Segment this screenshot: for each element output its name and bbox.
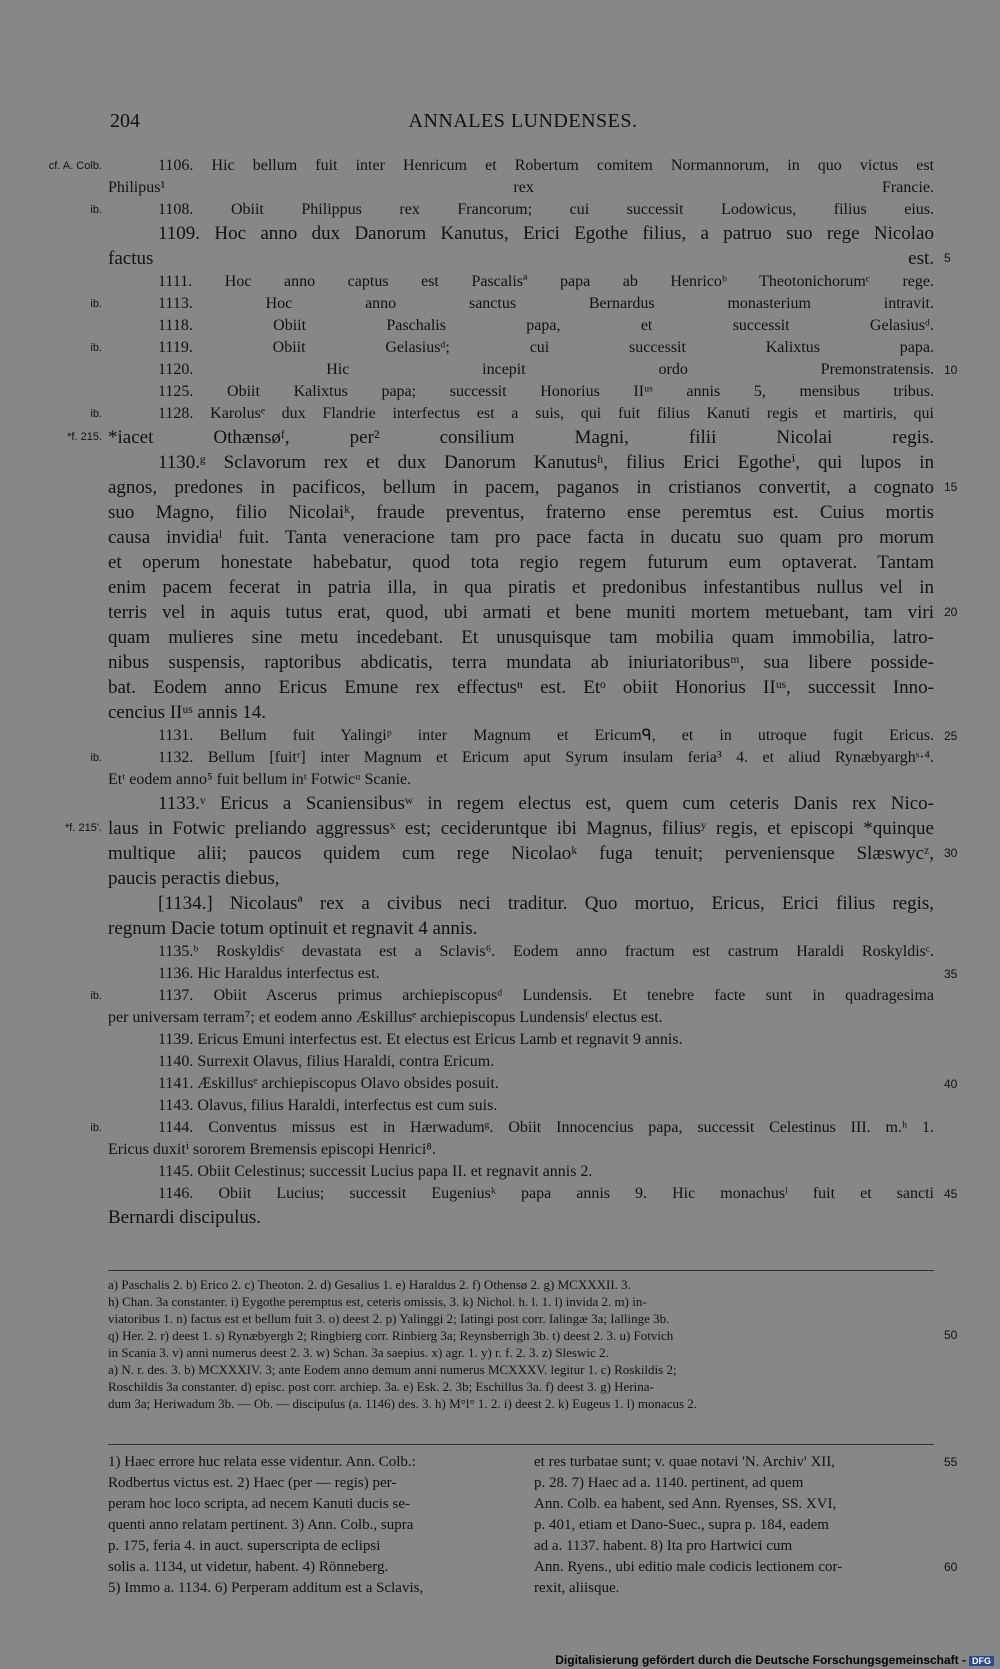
line-number: 5: [944, 251, 951, 265]
apparatus-text: in Scania 3. v) anni numerus deest 2. 3. w) Schan. 3a saepius. x) agr. 1. y) r. f. 2. 3. z) Sleswic 2.: [108, 1345, 609, 1360]
note-line: [534, 1578, 932, 1599]
line-text: nibus suspensis, raptoribus abdicatis, terra mundata ab iniuriatoribusᵐ, sua libere posside-: [108, 652, 934, 673]
line-text: 1133.ᵛ Ericus a Scaniensibusʷ in regem electus est, quem cum ceteris Danis rex Nico-: [158, 793, 934, 814]
margin-reference: ib.: [90, 408, 102, 420]
text-line: [90, 293, 934, 315]
margin-reference: *f. 215'.: [65, 822, 102, 834]
note-line: quenti anno relatam pertinent. 3) Ann. Colb., supra: [108, 1517, 414, 1533]
line-text: regnum Dacie totum optinuit et regnavit 4 annis.: [108, 918, 478, 939]
text-line: [108, 550, 934, 575]
apparatus-text: a) Paschalis 2. b) Erico 2. c) Theoton. 2. d) Gesalius 1. e) Haraldus 2. f) Othensø 2. g) MCXXXII. 3.: [108, 1277, 631, 1292]
text-line: [48, 155, 934, 177]
text-line: [108, 575, 934, 600]
apparatus-line: [108, 1395, 934, 1412]
line-text: 1141. Æskillusᵉ archiepiscopus Olavo obsides posuit.: [158, 1075, 499, 1092]
critical-apparatus: [108, 1276, 958, 1412]
text-line: [108, 1029, 934, 1051]
text-line: [108, 791, 934, 816]
text-line: [108, 625, 934, 650]
line-text: 1106. Hic bellum fuit inter Henricum et Robertum comitem Normannorum, in quo victus est: [158, 157, 934, 174]
margin-reference: ib.: [90, 342, 102, 354]
notes-right-column: [534, 1452, 958, 1599]
note-text: Ann. Colb. ea habent, sed Ann. Ryenses, SS. XVI,: [534, 1496, 837, 1512]
text-line: [90, 985, 934, 1007]
text-line: [108, 769, 934, 791]
note-text: p. 401, etiam et Dano-Suec., supra p. 184, eadem: [534, 1517, 829, 1533]
apparatus-text: q) Her. 2. r) deest 1. s) Rynæbyergh 2; Ringbierg corr. Rinbierg 3a; Reynsberrigh 3b. t) deest 2. 3. u) Fotvich: [108, 1328, 674, 1343]
line-number: 40: [944, 1077, 958, 1091]
note-line: peram hoc loco scripta, ad necem Kanuti ducis se-: [108, 1496, 410, 1512]
text-line: [108, 271, 934, 293]
margin-reference: ib.: [90, 298, 102, 310]
apparatus-text: Roschildis 3a constanter. d) episc. post corr. archiep. 3a. e) Esk. 2. 3b; Eschillus 3a. f) deest 3. g) Herina-: [108, 1379, 654, 1394]
apparatus-line: [108, 1378, 934, 1395]
note-line: Rodbertus victus est. 2) Haec (per — regis) per-: [108, 1475, 397, 1491]
text-line: [108, 1139, 934, 1161]
text-line: [90, 747, 934, 769]
text-line: [108, 1095, 934, 1117]
text-line: [108, 246, 951, 271]
apparatus-line: [108, 1361, 934, 1378]
credit-text: Digitalisierung gefördert durch die Deutsche Forschungsgemeinschaft -: [555, 1653, 966, 1667]
line-text: 1140. Surrexit Olavus, filius Haraldi, contra Ericum.: [158, 1053, 495, 1070]
text-line: [108, 381, 934, 403]
text-line: [67, 425, 934, 450]
text-line: [90, 1117, 934, 1139]
apparatus-text: viatoribus 1. n) factus est et bellum fuit 3. o) deest 2. p) Yalinggi 2; Iatingi post corr. Ialingæ 3a; Iallinge 3b.: [108, 1311, 670, 1326]
note-line: [534, 1536, 932, 1557]
line-text: 1108. Obiit Philippus rex Francorum; cui successit Lodowicus, filius eius.: [158, 201, 934, 218]
note-text: et res turbatae sunt; v. quae notavi 'N. Archiv' XII,: [534, 1454, 836, 1470]
line-number: 50: [944, 1328, 958, 1342]
apparatus-text: dum 3a; Heriwadum 3b. — Ob. — discipulus (a. 1146) des. 3. h) M°l° 1. 2. i) deest 2. k) Eugeus 1. l) monacus 2.: [108, 1396, 698, 1411]
apparatus-line: [108, 1327, 958, 1344]
text-line: [108, 725, 958, 747]
text-line: [108, 941, 934, 963]
line-text: causa invidiaˡ fuit. Tanta veneracione tam pro pace facta in ducatu suo quam pro morum: [108, 527, 934, 548]
apparatus-text: h) Chan. 3a constanter. i) Eygothe peremptus est, ceteris omissis, 3. k) Nichol. h. l. 1. l) invida 2. m) in-: [108, 1294, 647, 1309]
text-line: [108, 700, 934, 725]
line-text: 1146. Obiit Lucius; successit Eugeniusᵏ papa annis 9. Hic monachusˡ fuit et sancti: [158, 1185, 934, 1202]
line-text: agnos, predones in pacificos, bellum in pacem, paganos in cristianos convertit, a cognato: [108, 477, 934, 498]
text-line: [108, 1183, 958, 1205]
text-line: [108, 1073, 958, 1095]
apparatus-text: a) N. r. des. 3. b) MCXXXIV. 3; ante Eodem anno demum anni numerus MCXXXV. legitur 1. c) Roskildis 2;: [108, 1362, 677, 1377]
apparatus-line: [108, 1344, 934, 1361]
line-text: paucis peractis diebus,: [108, 868, 280, 889]
line-number: 35: [944, 967, 958, 981]
line-text: 1111. Hoc anno captus est Pascalisª papa ab Henricoᵇ Theotonichorumᶜ rege.: [158, 273, 934, 290]
line-number: 10: [944, 363, 958, 377]
text-line: [108, 891, 934, 916]
note-line: [534, 1494, 932, 1515]
line-text: Etᵗ eodem anno⁵ fuit bellum inᵗ Fotwicᵘ Scanie.: [108, 771, 412, 788]
text-line: [108, 525, 934, 550]
page-header: [110, 110, 936, 140]
margin-reference: *f. 215.: [67, 431, 102, 443]
text-line: [108, 1051, 934, 1073]
text-line: [108, 221, 934, 246]
note-line: 1) Haec errore huc relata esse videntur. Ann. Colb.:: [108, 1454, 416, 1470]
line-number: 20: [944, 605, 958, 619]
note-line: p. 175, feria 4. in auct. superscripta de eclipsi: [108, 1538, 381, 1554]
text-line: [108, 1161, 934, 1183]
margin-reference: ib.: [90, 1122, 102, 1134]
line-text: 1137. Obiit Ascerus primus archiepiscopusᵈ Lundensis. Et tenebre facte sunt in quadragesima: [158, 987, 934, 1004]
line-text: 1131. Bellum fuit Yalingiᵖ inter Magnum et Ericumᑫ, et in utroque fugit Ericus.: [158, 727, 934, 744]
note-line: [534, 1473, 932, 1494]
line-number: 55: [944, 1455, 958, 1469]
line-text: factus est.: [108, 248, 934, 269]
line-text: 1118. Obiit Paschalis papa, et successit Gelasiusᵈ.: [158, 317, 934, 334]
text-line: [108, 359, 958, 381]
note-line: [534, 1557, 958, 1578]
apparatus-line: [108, 1293, 934, 1310]
line-text: suo Magno, filio Nicolaiᵏ, fraude preventus, fraterno ense peremtus est. Cuius mortis: [108, 502, 934, 523]
note-text: rexit, aliisque.: [534, 1580, 620, 1596]
line-text: bat. Eodem anno Ericus Emune rex effectusⁿ est. Etᵒ obiit Honorius IIᵘˢ, successit Inno-: [108, 677, 934, 698]
line-text: Ericus duxitⁱ sororem Bremensis episcopi Henrici⁸.: [108, 1141, 436, 1158]
text-line: [108, 1007, 934, 1029]
line-text: 1132. Bellum [fuitʳ] inter Magnum et Ericum aput Syrum insulam feria³ 4. et aliud Rynæbyarghˢ·⁴.: [158, 749, 934, 766]
text-line: [108, 475, 958, 500]
line-text: 1130.ᵍ Sclavorum rex et dux Danorum Kanutusʰ, filius Erici Egotheⁱ, qui lupos in: [158, 452, 934, 473]
text-line: [108, 500, 934, 525]
line-text: 1139. Ericus Emuni interfectus est. Et electus est Ericus Lamb et regnavit 9 annis.: [158, 1031, 683, 1048]
line-text: cencius IIᵘˢ annis 14.: [108, 702, 266, 723]
line-number: 15: [944, 480, 958, 494]
line-text: laus in Fotwic preliando aggressusˣ est; cecideruntque ibi Magnus, filiusʸ regis, et episcopi *quinque: [108, 818, 934, 839]
text-line: [108, 916, 934, 941]
line-text: 1135.ᵇ Roskyldisᶜ devastata est a Sclavis⁶. Eodem anno fractum est castrum Haraldi Roskyldisᶜ.: [158, 943, 934, 960]
text-line: [90, 403, 934, 425]
note-text: p. 28. 7) Haec ad a. 1140. pertinent, ad quem: [534, 1475, 804, 1491]
text-line: [108, 963, 958, 985]
line-text: et operum honestate habebatur, quod tota regio regem futurum eum optaverat. Tantam: [108, 552, 934, 573]
line-text: *iacet Othænsøᶠ, per² consilium Magni, filii Nicolai regis.: [108, 427, 934, 448]
margin-reference: cf. A. Colb.: [48, 160, 102, 172]
line-text: terris vel in aquis tutus erat, quod, ubi armati et bene muniti mortem metuebant, tam viri: [108, 602, 934, 623]
note-line: [534, 1515, 932, 1536]
footnote-separator: [108, 1270, 934, 1271]
line-text: 1109. Hoc anno dux Danorum Kanutus, Erici Egothe filius, a patruo suo rege Nicolao: [158, 223, 934, 244]
notes-separator: [108, 1444, 934, 1445]
line-text: [1134.] Nicolausª rex a civibus neci traditur. Quo mortuo, Ericus, Erici filius regis,: [158, 893, 934, 914]
line-number: 45: [944, 1187, 958, 1201]
line-text: 1144. Conventus missus est in Hærwadumᵍ. Obiit Innocencius papa, successit Celestinus III. m.ʰ 1.: [158, 1119, 934, 1136]
line-text: 1145. Obiit Celestinus; successit Lucius papa II. et regnavit annis 2.: [158, 1163, 593, 1180]
line-text: enim pacem fecerat in patria illa, in qua piratis et predonibus infestantibus nullus vel in: [108, 577, 934, 598]
margin-reference: ib.: [90, 752, 102, 764]
main-text: [48, 155, 958, 1230]
text-line: [108, 866, 934, 891]
text-line: [90, 199, 934, 221]
digitization-credit: [555, 1653, 994, 1667]
note-text: ad a. 1137. habent. 8) Ita pro Hartwici cum: [534, 1538, 793, 1554]
margin-reference: ib.: [90, 204, 102, 216]
line-number: 25: [944, 729, 958, 743]
line-number: 30: [944, 846, 958, 860]
text-line: [108, 315, 934, 337]
note-line: [534, 1452, 958, 1473]
line-text: 1136. Hic Haraldus interfectus est.: [158, 965, 380, 982]
dfg-logo: DFG: [969, 1656, 994, 1666]
note-text: Ann. Ryens., ubi editio male codicis lectionem cor-: [534, 1559, 843, 1575]
line-text: per universam terram⁷; et eodem anno Æskillusᵉ archiepiscopus Lundensisᶠ electus est.: [108, 1009, 663, 1026]
text-line: [65, 816, 934, 841]
text-line: [108, 1205, 934, 1230]
text-line: [108, 841, 958, 866]
apparatus-line: [108, 1310, 934, 1327]
line-text: 1120. Hic incepit ordo Premonstratensis.: [158, 361, 934, 378]
line-text: Bernardi discipulus.: [108, 1207, 262, 1228]
text-line: [108, 650, 934, 675]
line-text: quam mulieres sine metu incedebant. Et unusquisque tam mobilia quam immobilia, latro-: [108, 627, 934, 648]
line-text: 1113. Hoc anno sanctus Bernardus monasterium intravit.: [158, 295, 934, 312]
text-line: [90, 337, 934, 359]
line-number: 60: [944, 1560, 958, 1574]
line-text: 1143. Olavus, filius Haraldi, interfectus est cum suis.: [158, 1097, 498, 1114]
line-text: Philipus¹ rex Francie.: [108, 179, 934, 196]
running-title: ANNALES LUNDENSES.: [408, 110, 638, 132]
text-line: [108, 450, 934, 475]
line-text: 1119. Obiit Gelasiusᵈ; cui successit Kalixtus papa.: [158, 339, 934, 356]
line-text: multique alii; paucos quidem cum rege Nicolaoᵏ fuga tenuit; perveniensque Slæswycᶻ,: [108, 843, 934, 864]
line-text: 1125. Obiit Kalixtus papa; successit Honorius IIᵘˢ annis 5, mensibus tribus.: [158, 383, 934, 400]
note-line: 5) Immo a. 1134. 6) Perperam additum est a Sclavis,: [108, 1580, 424, 1596]
page-number: 204: [110, 110, 140, 132]
note-line: solis a. 1134, ut videtur, habent. 4) Rönneberg.: [108, 1559, 389, 1575]
text-line: [108, 177, 934, 199]
apparatus-line: [108, 1276, 934, 1293]
text-line: [108, 600, 958, 625]
text-line: [108, 675, 934, 700]
notes-left-column: [108, 1452, 506, 1599]
line-text: 1128. Karolusᵉ dux Flandrie interfectus est a suis, qui fuit filius Kanuti regis et martiris, qui: [158, 405, 934, 422]
margin-reference: ib.: [90, 990, 102, 1002]
